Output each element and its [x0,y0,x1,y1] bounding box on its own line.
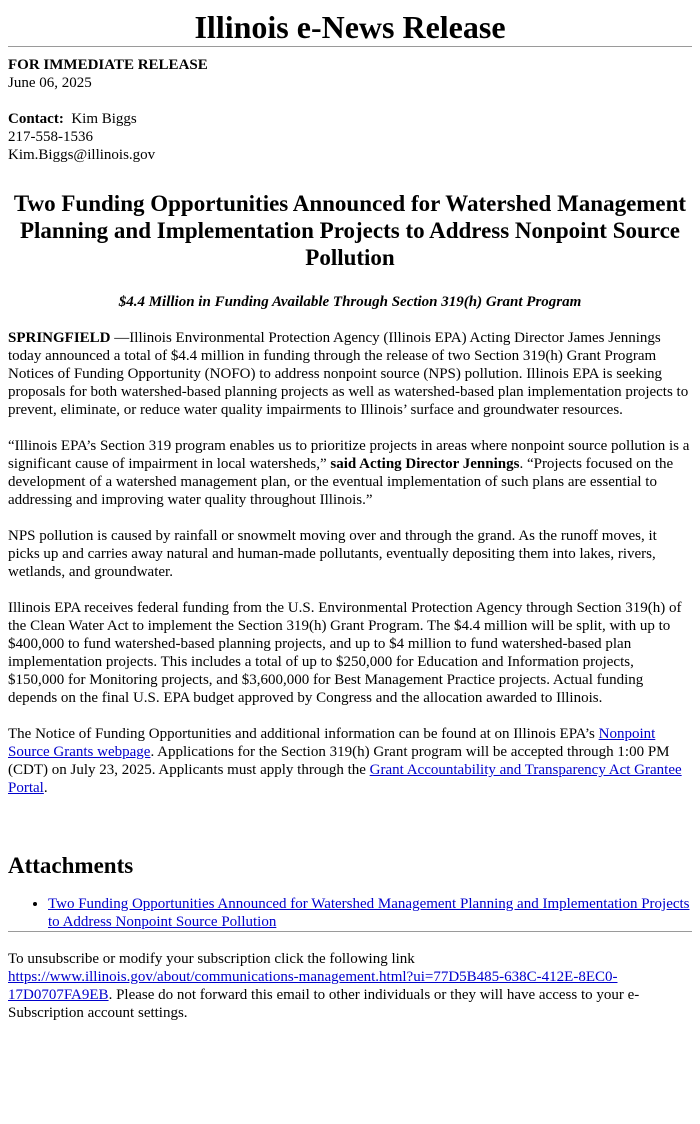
paragraph-nps: NPS pollution is caused by rainfall or snowmelt moving over and through the grand. As the runoff moves, it picks up and carries away natural and human-made pollutants, eventually depositing them into lakes, rivers, wetlands, and groundwater. [8,528,657,580]
footer-unsubscribe: To unsubscribe or modify your subscription click the following link https://www.illinois.gov/about/communications-management.html?ui=77D5B485-638C-412E-8EC0-17D0707FA9EB. Please do not forward this email to other individuals or they will have access to your e-Subscription account settings. [8,951,640,1021]
release-info [8,56,692,92]
page-title: Illinois e-News Release [194,9,506,45]
nonpoint-source-grants-link[interactable]: Nonpoint Source Grants webpage [8,726,656,760]
grantee-portal-link[interactable]: Grant Accountability and Transparency Act Grantee Portal [8,762,682,796]
divider-top [8,46,692,47]
article-subheadline: $4.4 Million in Funding Available Through Section 319(h) Grant Program [118,294,582,310]
subscription-management-link[interactable]: https://www.illinois.gov/about/communications-management.html?ui=77D5B485-638C-412E-8EC0-17D0707FA9EB [8,969,618,1003]
attachment-link[interactable]: Two Funding Opportunities Announced for Watershed Management Planning and Implementation Projects to Address Nonpoint Source Pollution [48,896,690,930]
contact-line [8,110,692,128]
attachments-heading: Attachments [8,853,134,878]
article-headline: Two Funding Opportunities Announced for Watershed Management Planning and Implementation Projects to Address Nonpoint Source Pollution [13,191,687,270]
dateline: SPRINGFIELD [8,330,111,346]
paragraph-quote: “Illinois EPA’s Section 319 program enables us to prioritize projects in areas where nonpoint source pollution is a significant cause of impairment in local watersheds,” said Acting Director Jennings. “Projects focused on the development of a watershed management plan, or the eventual implementation of such plans are essential to addressing and improving water quality throughout Illinois.” [8,438,690,508]
release-label: FOR IMMEDIATE RELEASE [8,57,208,73]
contact-label: Contact: [8,111,64,127]
paragraph-funding: Illinois EPA receives federal funding from the U.S. Environmental Protection Agency through Section 319(h) of the Clean Water Act to implement the Section 319(h) Grant Program. The $4.4 million will be split, with up to $400,000 to fund watershed-based planning projects, and up to $4 million to fund watershed-based plan implementation projects. This includes a total of up to $250,000 for Education and Information projects, $150,000 for Monitoring projects, and $3,600,000 for Best Management Practice projects. Actual funding depends on the final U.S. EPA budget approved by Congress and the allocation awarded to Illinois. [8,600,682,706]
paragraph-application: The Notice of Funding Opportunities and additional information can be found at on Illinois EPA’s Nonpoint Source Grants webpage. Applications for the Section 319(h) Grant program will be accepted through 1:00 PM (CDT) on July 23, 2025. Applicants must apply through the Grant Accountability and Transparency Act Grantee Portal. [8,726,682,796]
quote-attribution: said Acting Director Jennings [330,456,520,472]
release-date: June 06, 2025 [8,75,92,91]
contact-info [8,110,692,164]
divider-bottom [8,931,692,932]
list-item [48,895,692,931]
contact-name: Kim Biggs [71,111,137,127]
contact-phone: 217-558-1536 [8,129,93,145]
attachments-list [8,895,692,931]
paragraph-intro: SPRINGFIELD —Illinois Environmental Protection Agency (Illinois EPA) Acting Director James Jennings today announced a total of $4.4 million in funding through the release of two Section 319(h) Grant Program Notices of Funding Opportunity (NOFO) to address nonpoint source (NPS) pollution. Illinois EPA is seeking proposals for both watershed-based planning projects as well as watershed-based plan implementation projects to prevent, eliminate, or reduce water quality impairments to Illinois’ surface and groundwater resources. [8,330,689,418]
contact-email: Kim.Biggs@illinois.gov [8,147,156,163]
